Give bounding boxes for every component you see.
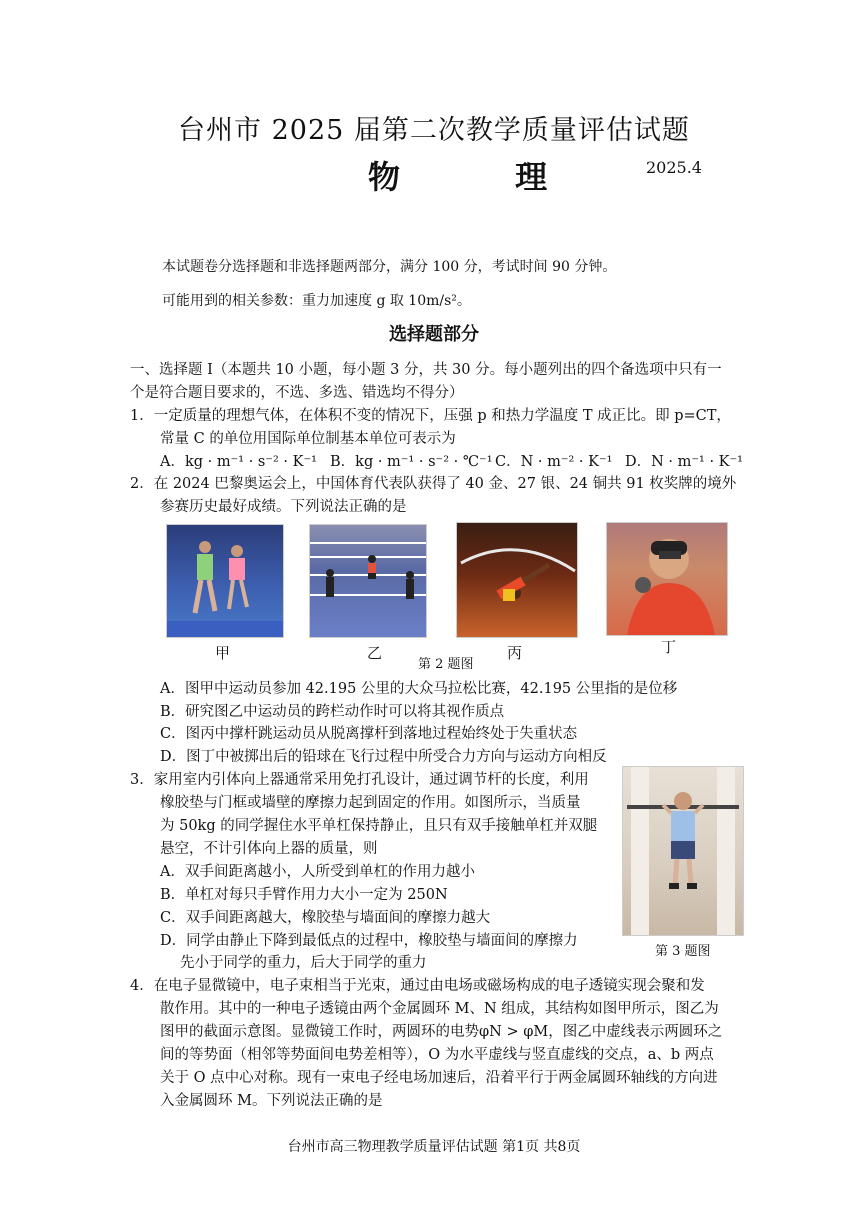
q1-option-c: C．N · m⁻² · K⁻¹ [495,454,613,470]
q2-option-d: D．图丁中被掷出后的铅球在飞行过程中所受合力方向与运动方向相反 [160,749,607,765]
q2-line-1: 2．在 2024 巴黎奥运会上，中国体育代表队获得了 40 金、27 银、24 铜共 91 枚奖牌的境外 [130,476,737,492]
photo-shot-put [606,522,728,636]
q2-figure-caption: 第 2 题图 [418,657,474,672]
q4-line-1: 4．在电子显微镜中，电子束相当于光束，通过由电场或磁场构成的电子透镜实现会聚和发 [130,978,705,994]
photo-label-bing: 丙 [507,644,523,662]
q1-option-b: B．kg · m⁻¹ · s⁻² · ℃⁻¹ [330,454,493,470]
q2-option-a: A．图甲中运动员参加 42.195 公里的大众马拉松比赛，42.195 公里指的是位移 [160,681,678,697]
q4-line-5: 关于 O 点中心对称。现有一束电子经电场加速后，沿着平行于两金属圆环轴线的方向进 [160,1070,718,1086]
photo-pole-vault [456,522,578,638]
exam-date: 2025.4 [646,158,702,177]
q3-option-d-continued: 先小于同学的重力，后大于同学的重力 [180,955,427,971]
part1-line-2: 个是符合题目要求的，不选、多选、错选均不得分） [130,385,464,401]
photo-marathon-runners [166,524,284,638]
q4-line-6: 入金属圆环 M。下列说法正确的是 [160,1093,383,1109]
page-footer: 台州市高三物理教学质量评估试题 第1页 共8页 [287,1139,581,1155]
q4-line-2: 散作用。其中的一种电子透镜由两个金属圆环 M、N 组成，其结构如图甲所示，图乙为 [160,1001,719,1017]
subject-title: 物 理 [368,158,600,196]
q3-line-4: 悬空，不计引体向上器的质量，则 [160,841,378,857]
q3-option-a: A．双手间距离越小，人所受到单杠的作用力越小 [160,864,475,880]
photo-label-yi: 乙 [367,644,383,662]
q3-option-c: C．双手间距离越大，橡胶垫与墙面间的摩擦力越大 [160,910,491,926]
q1-line-2: 常量 C 的单位用国际单位制基本单位可表示为 [160,431,456,447]
q2-line-2: 参赛历史最好成绩。下列说法正确的是 [160,499,407,515]
photo-pull-up [622,766,744,936]
q3-line-2: 橡胶垫与门框或墙壁的摩擦力起到固定的作用。如图所示，当质量 [160,795,581,811]
exam-title: 台州市 2025 届第二次教学质量评估试题 [178,115,690,146]
q3-line-3: 为 50kg 的同学握住水平单杠保持静止，且只有双手接触单杠并双腿 [160,818,598,834]
q2-option-b: B．研究图乙中运动员的跨栏动作时可以将其视作质点 [160,704,505,720]
q1-line-1: 1．一定质量的理想气体，在体积不变的情况下，压强 p 和热力学温度 T 成正比。即 p=CT， [130,408,731,424]
q3-line-1: 3．家用室内引体向上器通常采用免打孔设计，通过调节杆的长度，利用 [130,772,589,788]
q4-line-4: 间的等势面（相邻等势面间电势差相等），O 为水平虚线与竖直虚线的交点，a、b 两点 [160,1047,714,1063]
intro-line-1: 本试题卷分选择题和非选择题两部分，满分 100 分，考试时间 90 分钟。 [162,259,617,275]
part1-line-1: 一、选择题 I（本题共 10 小题，每小题 3 分，共 30 分。每小题列出的四个备选项中只有一 [130,362,722,378]
q3-option-b: B．单杠对每只手臂作用力大小一定为 250N [160,887,448,903]
q2-option-c: C．图丙中撑杆跳运动员从脱离撑杆到落地过程始终处于失重状态 [160,726,578,742]
q4-line-3: 图甲的截面示意图。显微镜工作时，两圆环的电势φN > φM，图乙中虚线表示两圆环之 [160,1024,723,1040]
photo-hurdles [309,524,427,638]
q3-option-d: D．同学由静止下降到最低点的过程中，橡胶垫与墙面间的摩擦力 [160,933,578,949]
q1-option-d: D．N · m⁻¹ · K⁻¹ [625,454,743,470]
photo-label-ding: 丁 [661,638,677,656]
section-title: 选择题部分 [389,324,479,345]
intro-line-2: 可能用到的相关参数：重力加速度 g 取 10m/s²。 [162,293,471,309]
q1-option-a: A．kg · m⁻¹ · s⁻² · K⁻¹ [160,454,317,470]
q3-figure-caption: 第 3 题图 [655,944,711,959]
photo-label-jia: 甲 [215,644,231,662]
